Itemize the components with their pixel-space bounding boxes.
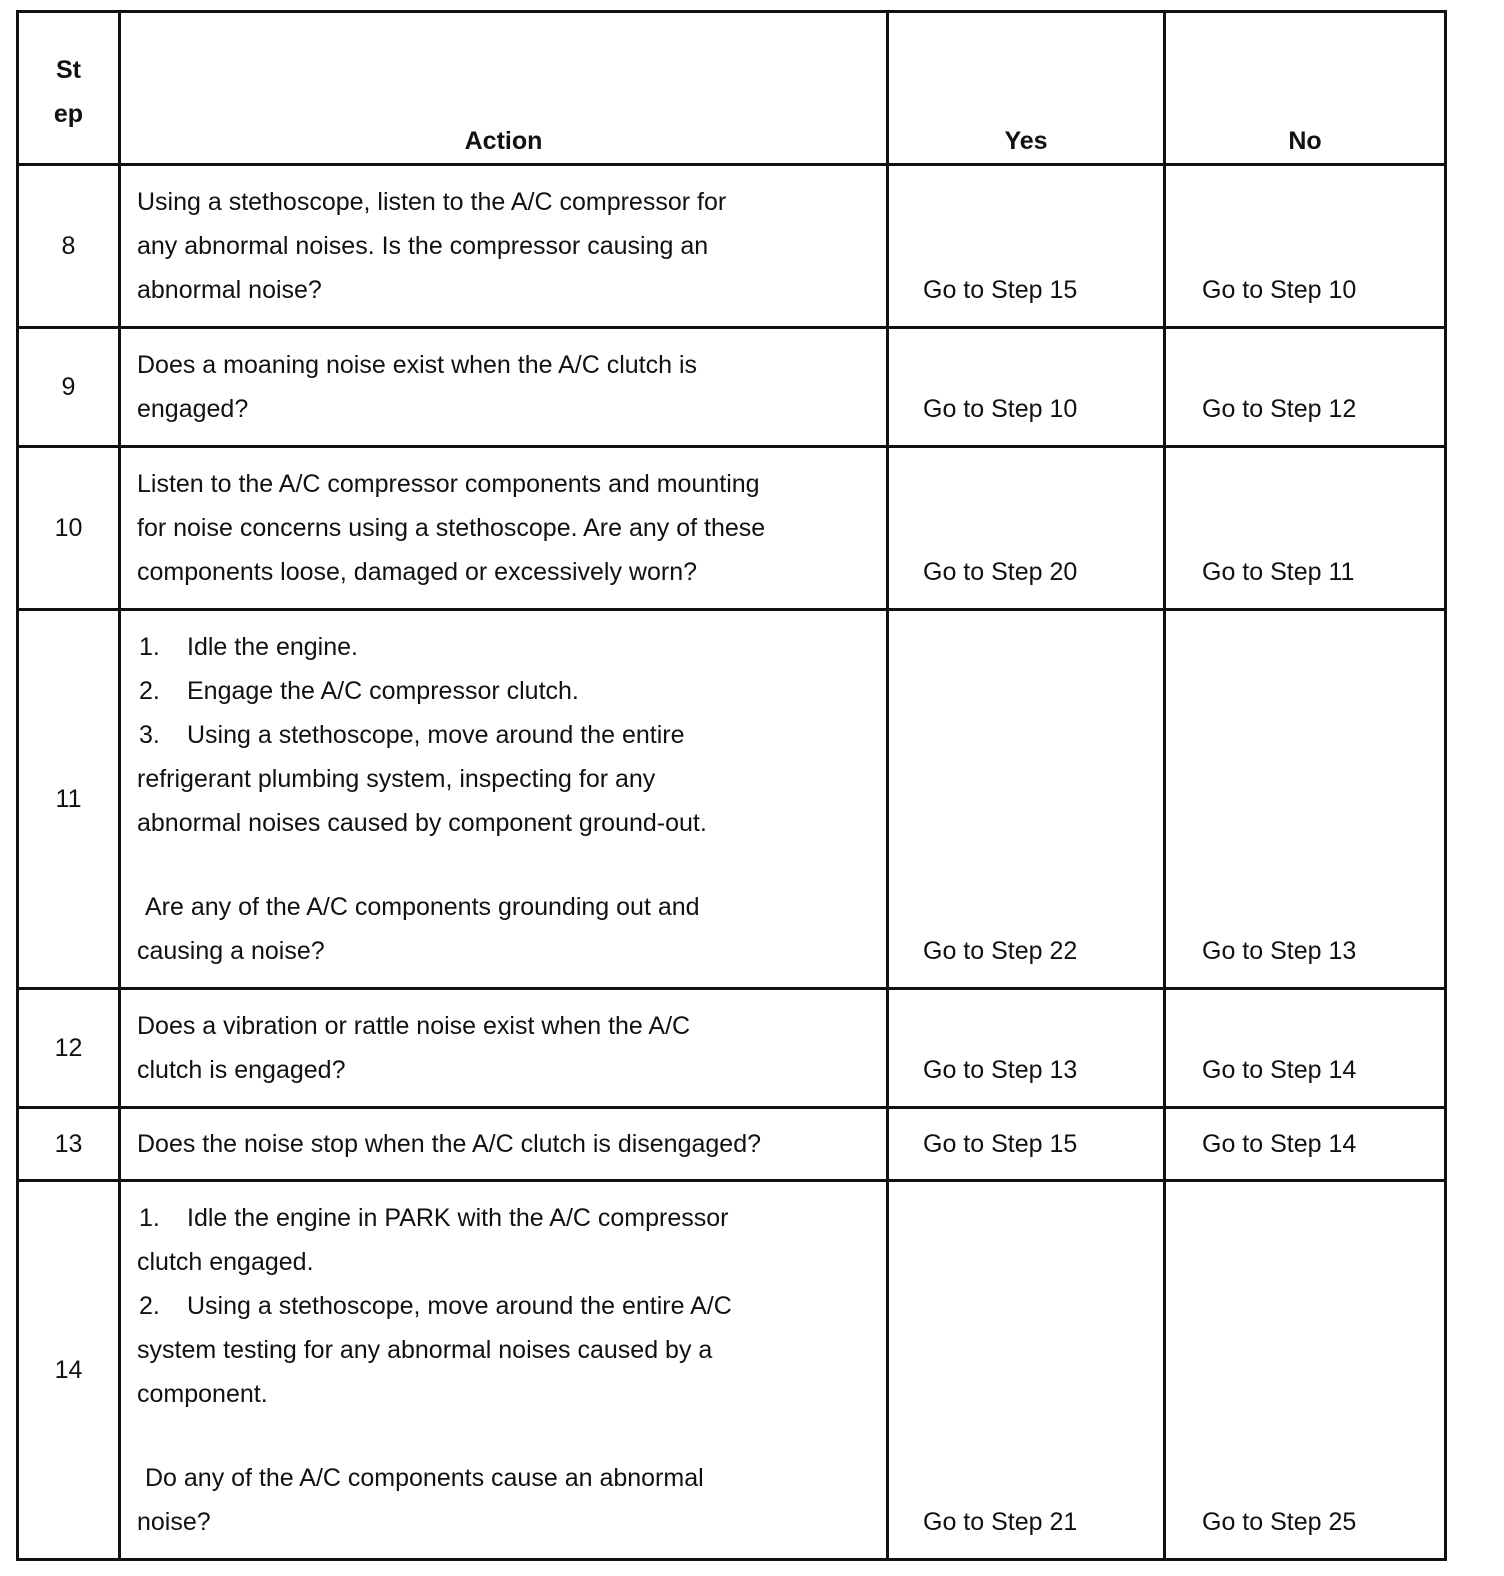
header-yes: Yes (888, 12, 1165, 165)
yes-result: Go to Step 22 (923, 937, 1078, 965)
yes-cell (888, 165, 1165, 328)
yes-result: Go to Step 20 (923, 558, 1078, 586)
action-line: abnormal noise? (137, 276, 322, 304)
header-step (18, 12, 120, 165)
step-number: 11 (18, 610, 120, 989)
yes-cell (888, 1108, 1165, 1181)
no-cell (1165, 989, 1446, 1108)
action-cell (120, 1108, 888, 1181)
action-line: engaged? (137, 395, 249, 423)
table-row (18, 165, 1446, 328)
item-number: 3. (139, 721, 160, 749)
item-text: Using a stethoscope, move around the entire (187, 721, 685, 749)
item-text: Idle the engine in PARK with the A/C compressor (187, 1204, 729, 1232)
table-row (18, 328, 1446, 447)
action-line: system testing for any abnormal noises caused by a (137, 1336, 713, 1364)
action-line: component. (137, 1380, 268, 1408)
no-cell (1165, 1108, 1446, 1181)
action-line: for noise concerns using a stethoscope. Are any of these (137, 514, 766, 542)
header-no: No (1165, 12, 1446, 165)
no-result: Go to Step 10 (1202, 276, 1357, 304)
action-line: refrigerant plumbing system, inspecting for any (137, 765, 656, 793)
numbered-item (137, 1284, 874, 1328)
numbered-item (137, 713, 874, 757)
action-cell (120, 328, 888, 447)
yes-cell (888, 328, 1165, 447)
action-line: any abnormal noises. Is the compressor causing an (137, 232, 709, 260)
spacer (137, 1416, 874, 1456)
yes-cell (888, 610, 1165, 989)
item-number: 2. (139, 677, 160, 705)
action-line: Listen to the A/C compressor components and mounting (137, 470, 760, 498)
yes-result: Go to Step 21 (923, 1508, 1078, 1536)
step-number: 8 (18, 165, 120, 328)
item-number: 1. (139, 633, 160, 661)
question-line: Do any of the A/C components cause an abnormal (145, 1464, 704, 1492)
question (137, 1456, 874, 1544)
table-row (18, 1181, 1446, 1560)
item-text: Engage the A/C compressor clutch. (187, 677, 579, 705)
yes-result: Go to Step 15 (923, 1130, 1078, 1158)
no-result: Go to Step 14 (1202, 1130, 1357, 1158)
action-cell (120, 447, 888, 610)
item-text: Idle the engine. (187, 633, 358, 661)
step-number: 12 (18, 989, 120, 1108)
spacer (137, 845, 874, 885)
numbered-item (137, 669, 874, 713)
step-number: 10 (18, 447, 120, 610)
action-line: Does a vibration or rattle noise exist when the A/C (137, 1012, 691, 1040)
table-row (18, 447, 1446, 610)
action-line: Does a moaning noise exist when the A/C clutch is (137, 351, 698, 379)
action-cell (120, 165, 888, 328)
yes-cell (888, 1181, 1165, 1560)
step-number: 14 (18, 1181, 120, 1560)
question (137, 885, 874, 973)
action-line: Does the noise stop when the A/C clutch is disengaged? (137, 1130, 762, 1158)
no-cell (1165, 610, 1446, 989)
no-cell (1165, 165, 1446, 328)
yes-cell (888, 989, 1165, 1108)
numbered-item (137, 1196, 874, 1240)
header-row (18, 12, 1446, 165)
header-action: Action (120, 12, 888, 165)
action-line: abnormal noises caused by component ground-out. (137, 809, 707, 837)
yes-result: Go to Step 10 (923, 395, 1078, 423)
action-line: clutch engaged. (137, 1248, 314, 1276)
no-result: Go to Step 25 (1202, 1508, 1357, 1536)
item-text: Using a stethoscope, move around the entire A/C (187, 1292, 732, 1320)
no-cell (1165, 328, 1446, 447)
table-row (18, 610, 1446, 989)
no-cell (1165, 447, 1446, 610)
step-number: 9 (18, 328, 120, 447)
action-cell (120, 989, 888, 1108)
action-cell (120, 610, 888, 989)
item-number: 1. (139, 1204, 160, 1232)
diagnostic-table (16, 10, 1447, 1561)
no-result: Go to Step 11 (1202, 558, 1355, 586)
no-cell (1165, 1181, 1446, 1560)
no-result: Go to Step 14 (1202, 1056, 1357, 1084)
action-cell (120, 1181, 888, 1560)
no-result: Go to Step 13 (1202, 937, 1357, 965)
question-line: noise? (137, 1508, 211, 1536)
item-number: 2. (139, 1292, 160, 1320)
yes-result: Go to Step 15 (923, 276, 1078, 304)
header-step-line2: ep (53, 100, 84, 128)
question-line: causing a noise? (137, 937, 325, 965)
yes-cell (888, 447, 1165, 610)
numbered-item (137, 625, 874, 669)
yes-result: Go to Step 13 (923, 1056, 1078, 1084)
no-result: Go to Step 12 (1202, 395, 1357, 423)
action-line: clutch is engaged? (137, 1056, 346, 1084)
question-line: Are any of the A/C components grounding out and (145, 893, 700, 921)
table-row (18, 1108, 1446, 1181)
action-line: components loose, damaged or excessively worn? (137, 558, 698, 586)
table-row (18, 989, 1446, 1108)
action-line: Using a stethoscope, listen to the A/C compressor for (137, 188, 727, 216)
step-number: 13 (18, 1108, 120, 1181)
header-step-line1: St (56, 56, 81, 84)
